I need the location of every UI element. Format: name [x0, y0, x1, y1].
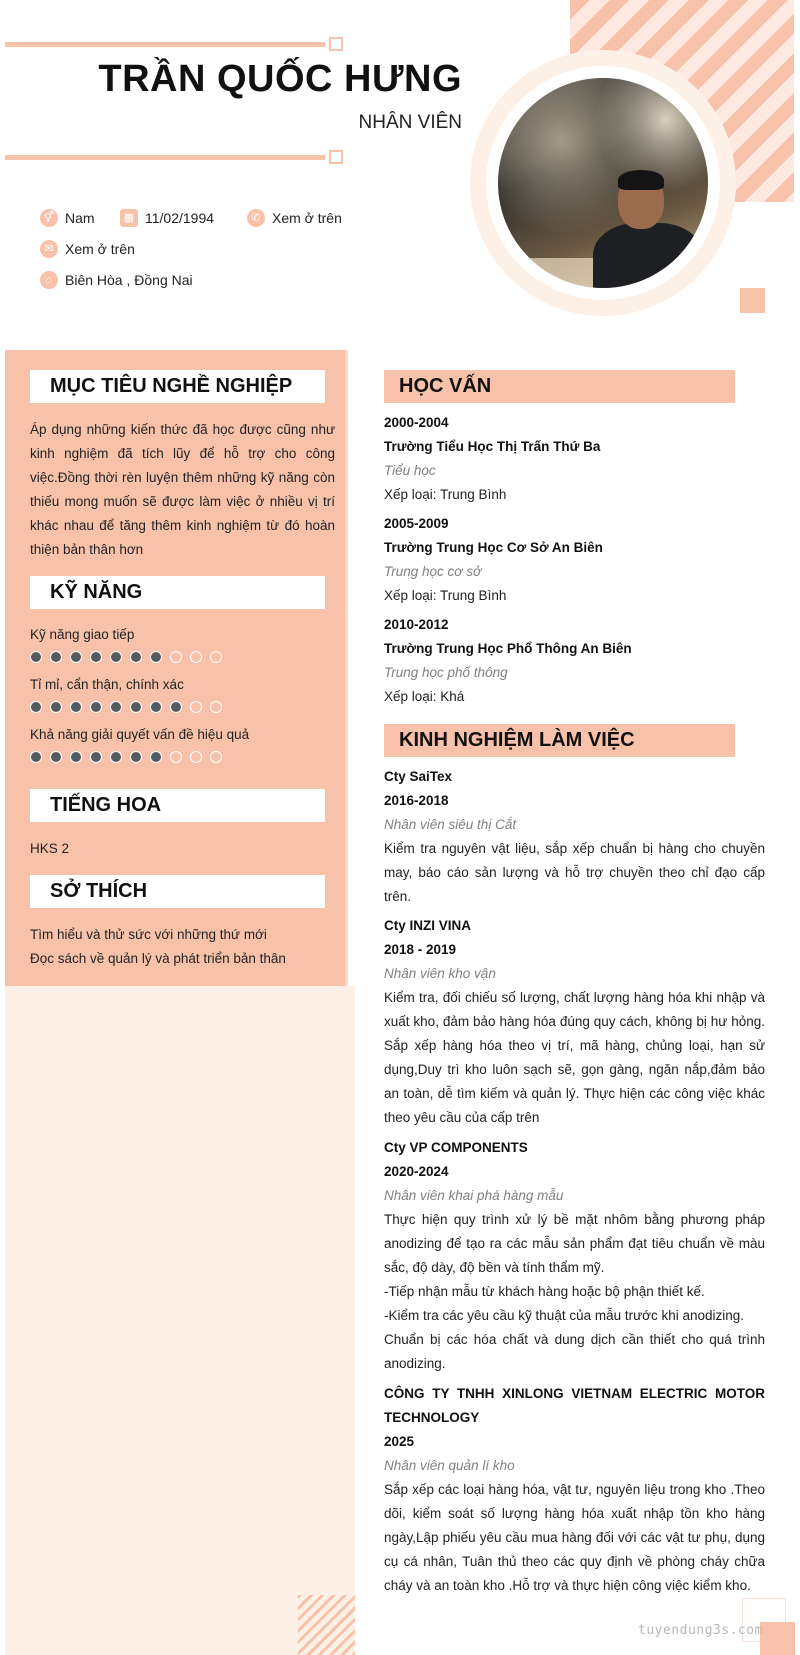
- decorative-square: [740, 288, 765, 313]
- experience-company: Cty INZI VINA: [384, 918, 472, 933]
- top-divider-cap: [329, 37, 343, 51]
- email-item: [40, 240, 135, 258]
- address-value: Biên Hòa , Đồng Nai: [65, 272, 193, 288]
- education-level: Trung học cơ sở: [384, 564, 482, 579]
- education-years: 2000-2004: [384, 415, 449, 430]
- rating-dot-filled: [90, 751, 102, 763]
- education-school: Trường Trung Học Phổ Thông An Biên: [384, 641, 632, 656]
- watermark: tuyendung3s.com: [638, 1623, 763, 1638]
- hobbies-title-box: [30, 875, 325, 908]
- rating-dot-filled: [30, 751, 42, 763]
- rating-dot-filled: [170, 701, 182, 713]
- language-value: HKS 2: [30, 841, 70, 856]
- rating-dot-filled: [30, 701, 42, 713]
- education-level: Trung học phổ thông: [384, 665, 508, 680]
- rating-dot-filled: [70, 701, 82, 713]
- left-column-edge: [345, 350, 348, 986]
- gender-item: [40, 209, 95, 227]
- experience-description: Thực hiện quy trình xử lý bề mặt nhôm bằng phương pháp anodizing để tạo ra các mẫu sản phẩm đạt tiêu chuẩn về màu sắc, độ dày, độ bền và tính thẩm mỹ.: [384, 1212, 765, 1275]
- birthday-value: 11/02/1994: [145, 210, 215, 226]
- experience-description: Kiểm tra nguyên vật liệu, sắp xếp chuẩn bị hàng cho chuyền may, báo cáo sản lượng và hỗ trợ chuyền theo chỉ đạo cấp trên.: [384, 841, 765, 904]
- experience-title: KINH NGHIỆM LÀM VIỆC: [399, 729, 635, 751]
- education-title-box: [384, 370, 735, 403]
- rating-dot-empty: [190, 651, 202, 663]
- rating-dot-filled: [130, 751, 142, 763]
- hobby-item: Đọc sách về quản lý và phát triển bản thân: [30, 951, 286, 966]
- phone-icon: ✆: [247, 209, 265, 227]
- rating-dot-filled: [70, 651, 82, 663]
- objective-text: Áp dụng những kiến thức đã học được cũng như kinh nghiệm đã tích lũy để hỗ trợ cho công việc.Đồng thời rèn luyện thêm những kỹ năng còn thiếu mong muốn sẽ được làm việc ở nhiều vị trí khác nhau để tăng thêm kinh nghiệm từ đó hoàn thiện bản thân hơn: [30, 422, 335, 557]
- education-years: 2005-2009: [384, 516, 449, 531]
- bottom-divider: [5, 155, 325, 160]
- language-title: TIẾNG HOA: [50, 794, 162, 816]
- experience-description-line: -Kiểm tra các yêu cầu kỹ thuật của mẫu trước khi anodizing.: [384, 1308, 745, 1323]
- experience-description-line: Chuẩn bị các hóa chất và dung dịch cần thiết cho quá trình anodizing.: [384, 1332, 765, 1371]
- experience-company: Cty VP COMPONENTS: [384, 1140, 528, 1155]
- rating-dot-filled: [90, 701, 102, 713]
- candidate-name: TRẦN QUỐC HƯNG: [98, 58, 462, 100]
- language-title-box: [30, 789, 325, 822]
- hobbies-title: SỞ THÍCH: [50, 880, 148, 902]
- corner-square-decoration: [760, 1622, 795, 1655]
- candidate-role: NHÂN VIÊN: [358, 112, 462, 133]
- gender-value: Nam: [65, 210, 95, 226]
- rating-dot-filled: [90, 651, 102, 663]
- address-item: [40, 271, 193, 289]
- experience-description: Kiểm tra, đối chiếu số lượng, chất lượng hàng hóa khi nhập và xuất kho, đảm bảo hàng hóa đúng quy cách, không bị hư hỏng. Sắp xếp hàng hóa theo vị trí, mã hàng, chủng loại, hạn sử dụng,Duy trì kho luôn sạch sẽ, gọn gàng, ngăn nắp,đảm bảo an toàn, dễ tìm kiếm và quản lý. Thực hiện các công việc khác theo yêu cầu của cấp trên: [384, 990, 765, 1125]
- phone-value: Xem ở trên: [272, 210, 342, 226]
- experience-position: Nhân viên kho vận: [384, 966, 496, 981]
- left-column-lower-panel: [5, 986, 355, 1655]
- experience-company: CÔNG TY TNHH XINLONG VIETNAM ELECTRIC MOTOR TECHNOLOGY: [384, 1386, 765, 1425]
- hobby-item: Tìm hiểu và thử sức với những thứ mới: [30, 927, 267, 942]
- avatar: [498, 78, 708, 288]
- email-icon: ✉: [40, 240, 58, 258]
- home-icon: ⌂: [40, 271, 58, 289]
- education-grade: Xếp loại: Trung Bình: [384, 588, 507, 603]
- rating-dot-filled: [50, 701, 62, 713]
- gender-icon: ⚥: [40, 209, 58, 227]
- skill-label: Tỉ mỉ, cẩn thận, chính xác: [30, 677, 184, 692]
- rating-dot-empty: [170, 651, 182, 663]
- experience-title-box: [384, 724, 735, 757]
- education-school: Trường Trung Học Cơ Sở An Biên: [384, 540, 603, 555]
- top-divider: [5, 42, 325, 47]
- bottom-divider-cap: [329, 150, 343, 164]
- experience-position: Nhân viên quản lí kho: [384, 1458, 515, 1473]
- experience-years: 2018 - 2019: [384, 942, 457, 957]
- skill-label: Khả năng giải quyết vấn đề hiệu quả: [30, 727, 250, 742]
- rating-dot-empty: [210, 751, 222, 763]
- education-title: HỌC VẤN: [399, 375, 492, 397]
- calendar-icon: ▦: [120, 209, 138, 227]
- rating-dot-empty: [170, 751, 182, 763]
- skill-rating: [30, 751, 222, 763]
- rating-dot-empty: [190, 751, 202, 763]
- rating-dot-filled: [70, 751, 82, 763]
- experience-description-line: -Tiếp nhận mẫu từ khách hàng hoặc bộ phận thiết kế.: [384, 1284, 705, 1299]
- experience-years: 2025: [384, 1434, 415, 1449]
- experience-years: 2020-2024: [384, 1164, 449, 1179]
- education-level: Tiểu học: [384, 463, 436, 478]
- education-school: Trường Tiểu Học Thị Trấn Thứ Ba: [384, 439, 601, 454]
- rating-dot-filled: [110, 751, 122, 763]
- education-grade: Xếp loại: Khá: [384, 689, 465, 704]
- experience-company: Cty SaiTex: [384, 769, 453, 784]
- objective-title: MỤC TIÊU NGHỀ NGHIỆP: [50, 375, 293, 397]
- skill-rating: [30, 651, 222, 663]
- skills-title-box: [30, 576, 325, 609]
- rating-dot-empty: [210, 701, 222, 713]
- email-value: Xem ở trên: [65, 241, 135, 257]
- skills-title: KỸ NĂNG: [50, 581, 143, 603]
- rating-dot-empty: [190, 701, 202, 713]
- rating-dot-filled: [150, 701, 162, 713]
- skill-label: Kỹ năng giao tiếp: [30, 627, 135, 642]
- objective-title-box: [30, 370, 325, 403]
- rating-dot-filled: [110, 651, 122, 663]
- experience-description: Sắp xếp các loại hàng hóa, vật tư, nguyên liệu trong kho .Theo dõi, kiểm soát số lượng hàng hóa xuất nhập tồn kho hàng ngày,Lập phiếu yêu cầu mua hàng đối với các vật tư phụ, dụng cụ cá nhân, Tuân thủ theo các quy định về phòng cháy chữa cháy và an toàn kho .Hỗ trợ và thực hiện công việc kiểm kho.: [384, 1482, 765, 1593]
- rating-dot-filled: [50, 751, 62, 763]
- rating-dot-filled: [130, 701, 142, 713]
- rating-dot-filled: [110, 701, 122, 713]
- rating-dot-filled: [130, 651, 142, 663]
- experience-years: 2016-2018: [384, 793, 449, 808]
- rating-dot-filled: [50, 651, 62, 663]
- rating-dot-filled: [150, 751, 162, 763]
- rating-dot-filled: [150, 651, 162, 663]
- corner-stripe-decoration: [298, 1595, 355, 1655]
- birthday-item: [120, 209, 214, 227]
- experience-position: Nhân viên siêu thị Cắt: [384, 817, 517, 832]
- skill-rating: [30, 701, 222, 713]
- rating-dot-filled: [30, 651, 42, 663]
- education-grade: Xếp loại: Trung Bình: [384, 487, 507, 502]
- rating-dot-empty: [210, 651, 222, 663]
- education-years: 2010-2012: [384, 617, 449, 632]
- experience-position: Nhân viên khai phá hàng mẫu: [384, 1188, 564, 1203]
- phone-item: [247, 209, 342, 227]
